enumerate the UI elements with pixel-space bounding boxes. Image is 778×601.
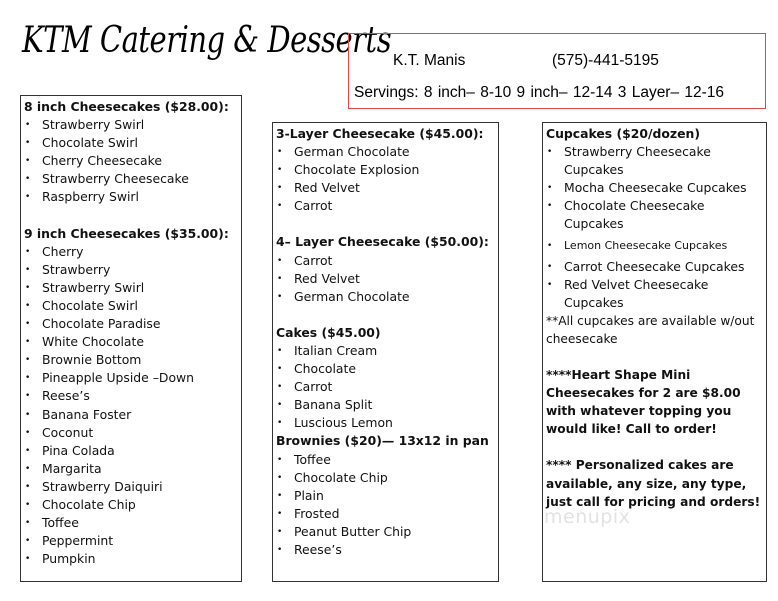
section-title: Cakes ($45.00) <box>276 324 381 340</box>
list-item: • Peanut Butter Chip <box>276 523 496 541</box>
list-item: • Frosted <box>276 505 496 523</box>
list-item: • Toffee <box>24 514 239 532</box>
contact-phone: (575)-441-5195 <box>552 52 659 69</box>
list-item: • German Chocolate <box>276 143 496 161</box>
list-item: • Raspberry Swirl <box>24 188 239 206</box>
list-item: • Strawberry Swirl <box>24 279 239 297</box>
list-item: • Red Velvet Cheesecake Cupcakes <box>546 276 764 312</box>
menu-list <box>276 143 496 215</box>
list-item: • Reese’s <box>276 541 496 559</box>
list-item: • Cherry Cheesecake <box>24 152 239 170</box>
list-item: • Carrot <box>276 378 496 396</box>
list-item: • Strawberry Daiquiri <box>24 478 239 496</box>
menu-list <box>24 243 239 569</box>
cupcake-note: **All cupcakes are available w/out cheesecake <box>546 313 755 346</box>
menu-list <box>276 342 496 432</box>
heart-cheesecake-note: ****Heart Shape Mini Cheesecakes for 2 are $8.00 with whatever topping you would like! Call to order! <box>546 368 741 437</box>
list-item: • Carrot Cheesecake Cupcakes <box>546 258 764 276</box>
list-item: • Banana Foster <box>24 406 239 424</box>
list-item: • Chocolate Paradise <box>24 315 239 333</box>
list-item: • Cherry <box>24 243 239 261</box>
list-item: • Italian Cream <box>276 342 496 360</box>
list-item: • Luscious Lemon <box>276 414 496 432</box>
list-item: • White Chocolate <box>24 333 239 351</box>
list-item: • Pumpkin <box>24 550 239 568</box>
list-item: • Mocha Cheesecake Cupcakes <box>546 179 764 197</box>
section-title: Cupcakes ($20/dozen) <box>546 126 701 141</box>
logo: KTM Catering & Desserts <box>22 18 392 61</box>
servings-info: Servings: 8 inch– 8-10 9 inch– 12-14 3 Layer– 12-16 <box>354 84 725 101</box>
list-item: • Plain <box>276 487 496 505</box>
list-item: • Chocolate Cheesecake Cupcakes <box>546 197 764 233</box>
list-item: • Lemon Cheesecake Cupcakes <box>546 234 764 258</box>
list-item: • Pina Colada <box>24 442 239 460</box>
section-title: Brownies ($20)— 13x12 in pan <box>276 433 489 449</box>
list-item: • Chocolate Explosion <box>276 161 496 179</box>
list-item: • Carrot <box>276 252 496 270</box>
list-item: • Margarita <box>24 460 239 478</box>
list-item: • Brownie Bottom <box>24 351 239 369</box>
section-title: 8 inch Cheesecakes ($28.00): <box>24 99 229 114</box>
list-item: • German Chocolate <box>276 288 496 306</box>
list-item: • Peppermint <box>24 532 239 550</box>
list-item: • Reese’s <box>24 387 239 405</box>
personalized-cakes-note: **** Personalized cakes are available, any size, any type, just call for pricing and orders! <box>546 458 761 509</box>
watermark: menupix <box>544 506 631 528</box>
layer-cakes-column <box>272 122 499 582</box>
contact-box <box>348 33 766 109</box>
list-item: • Chocolate Swirl <box>24 134 239 152</box>
list-item: • Carrot <box>276 197 496 215</box>
list-item: • Chocolate Swirl <box>24 297 239 315</box>
list-item: • Pineapple Upside –Down <box>24 369 239 387</box>
list-item: • Banana Split <box>276 396 496 414</box>
cheesecake-column <box>20 95 242 582</box>
contact-name: K.T. Manis <box>393 52 466 69</box>
list-item: • Toffee <box>276 451 496 469</box>
list-item: • Strawberry <box>24 261 239 279</box>
list-item: • Red Velvet <box>276 179 496 197</box>
list-item: • Strawberry Cheesecake <box>24 170 239 188</box>
list-item: • Strawberry Cheesecake Cupcakes <box>546 143 764 179</box>
list-item: • Coconut <box>24 424 239 442</box>
list-item: • Chocolate Chip <box>276 469 496 487</box>
section-title: 3-Layer Cheesecake ($45.00): <box>276 126 484 141</box>
menu-list <box>546 143 764 312</box>
list-item: • Strawberry Swirl <box>24 116 239 134</box>
list-item: • Red Velvet <box>276 270 496 288</box>
list-item: • Chocolate Chip <box>24 496 239 514</box>
menu-list <box>276 252 496 306</box>
section-title: 9 inch Cheesecakes ($35.00): <box>24 225 229 241</box>
menu-list <box>276 451 496 560</box>
list-item: • Chocolate <box>276 360 496 378</box>
menu-list <box>24 116 239 206</box>
section-title: 4– Layer Cheesecake ($50.00): <box>276 234 489 250</box>
